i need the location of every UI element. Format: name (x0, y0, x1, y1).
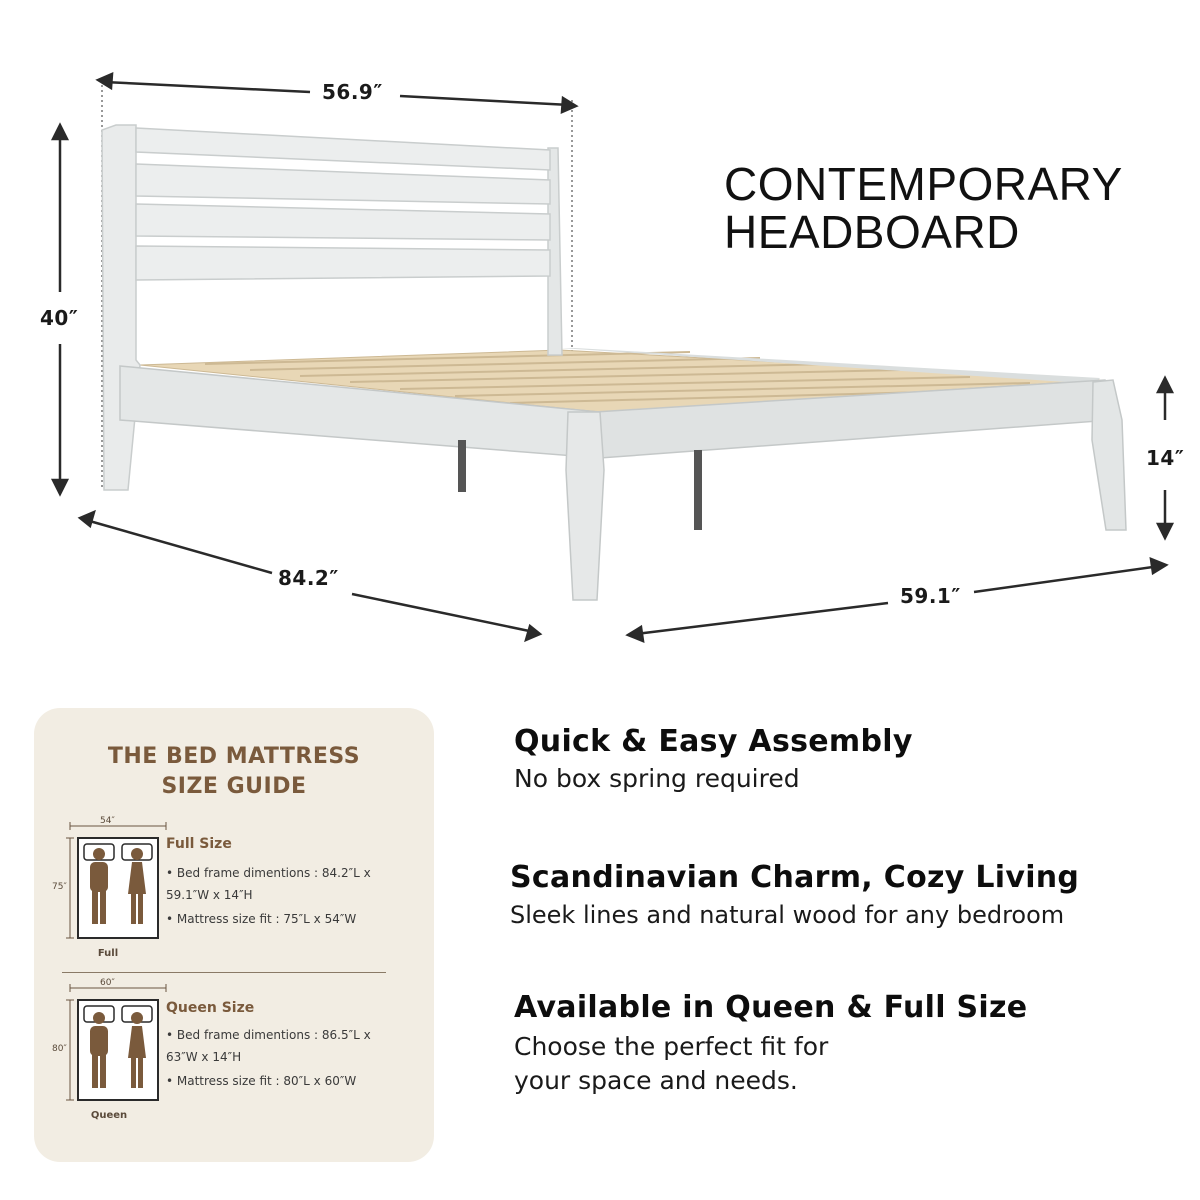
feature-desc-scandinavian: Sleek lines and natural wood for any bedroom (510, 901, 1065, 929)
queen-size-block (34, 978, 434, 1128)
leg-height-dimension: 14″ (1142, 446, 1188, 470)
queen-size-name: Queen Size (166, 1000, 255, 1016)
full-frame-dimensions-cont: 59.1″W x 14″H (166, 888, 253, 902)
mattress-size-guide-card (34, 708, 434, 1162)
headline-line-2: HEADBOARD (724, 206, 1020, 258)
feature-desc-assembly: No box spring required (514, 764, 800, 793)
full-frame-dimensions: • Bed frame dimentions : 84.2″L x (166, 866, 371, 880)
queen-length-tick: 80″ (52, 1044, 67, 1054)
guide-divider (62, 972, 386, 973)
feature-desc-sizes-line-1: Choose the perfect fit for (514, 1032, 829, 1061)
full-bed-label: Full (97, 948, 119, 959)
guide-title-line-2: SIZE GUIDE (161, 774, 307, 799)
feature-title-assembly: Quick & Easy Assembly (514, 724, 913, 759)
queen-frame-dimensions-cont: 63″W x 14″H (166, 1050, 242, 1064)
full-length-tick: 75″ (52, 882, 67, 892)
feature-title-sizes: Available in Queen & Full Size (514, 990, 1028, 1025)
guide-title (34, 742, 434, 802)
feature-title-scandinavian: Scandinavian Charm, Cozy Living (510, 860, 1080, 895)
guide-title-line-1: THE BED MATTRESS (107, 744, 361, 769)
headboard-height-dimension: 40″ (36, 306, 82, 330)
queen-bed-label: Queen (90, 1110, 128, 1121)
feature-desc-sizes-line-2: your space and needs. (514, 1066, 798, 1095)
width-bottom-dimension: 59.1″ (896, 584, 965, 608)
full-size-block (34, 816, 434, 966)
queen-bed-diagram-icon (62, 978, 182, 1128)
queen-width-tick: 60″ (100, 978, 115, 988)
full-width-tick: 54″ (100, 816, 115, 826)
full-size-name: Full Size (166, 836, 232, 852)
headline-line-1: CONTEMPORARY (724, 158, 1123, 210)
full-mattress-fit: • Mattress size fit : 75″L x 54″W (166, 912, 357, 926)
queen-frame-dimensions: • Bed frame dimentions : 86.5″L x (166, 1028, 371, 1042)
headline (724, 160, 1123, 256)
full-bed-diagram-icon (62, 816, 182, 966)
width-top-dimension: 56.9″ (318, 80, 387, 104)
length-dimension: 84.2″ (274, 566, 343, 590)
queen-mattress-fit: • Mattress size fit : 80″L x 60″W (166, 1074, 357, 1088)
